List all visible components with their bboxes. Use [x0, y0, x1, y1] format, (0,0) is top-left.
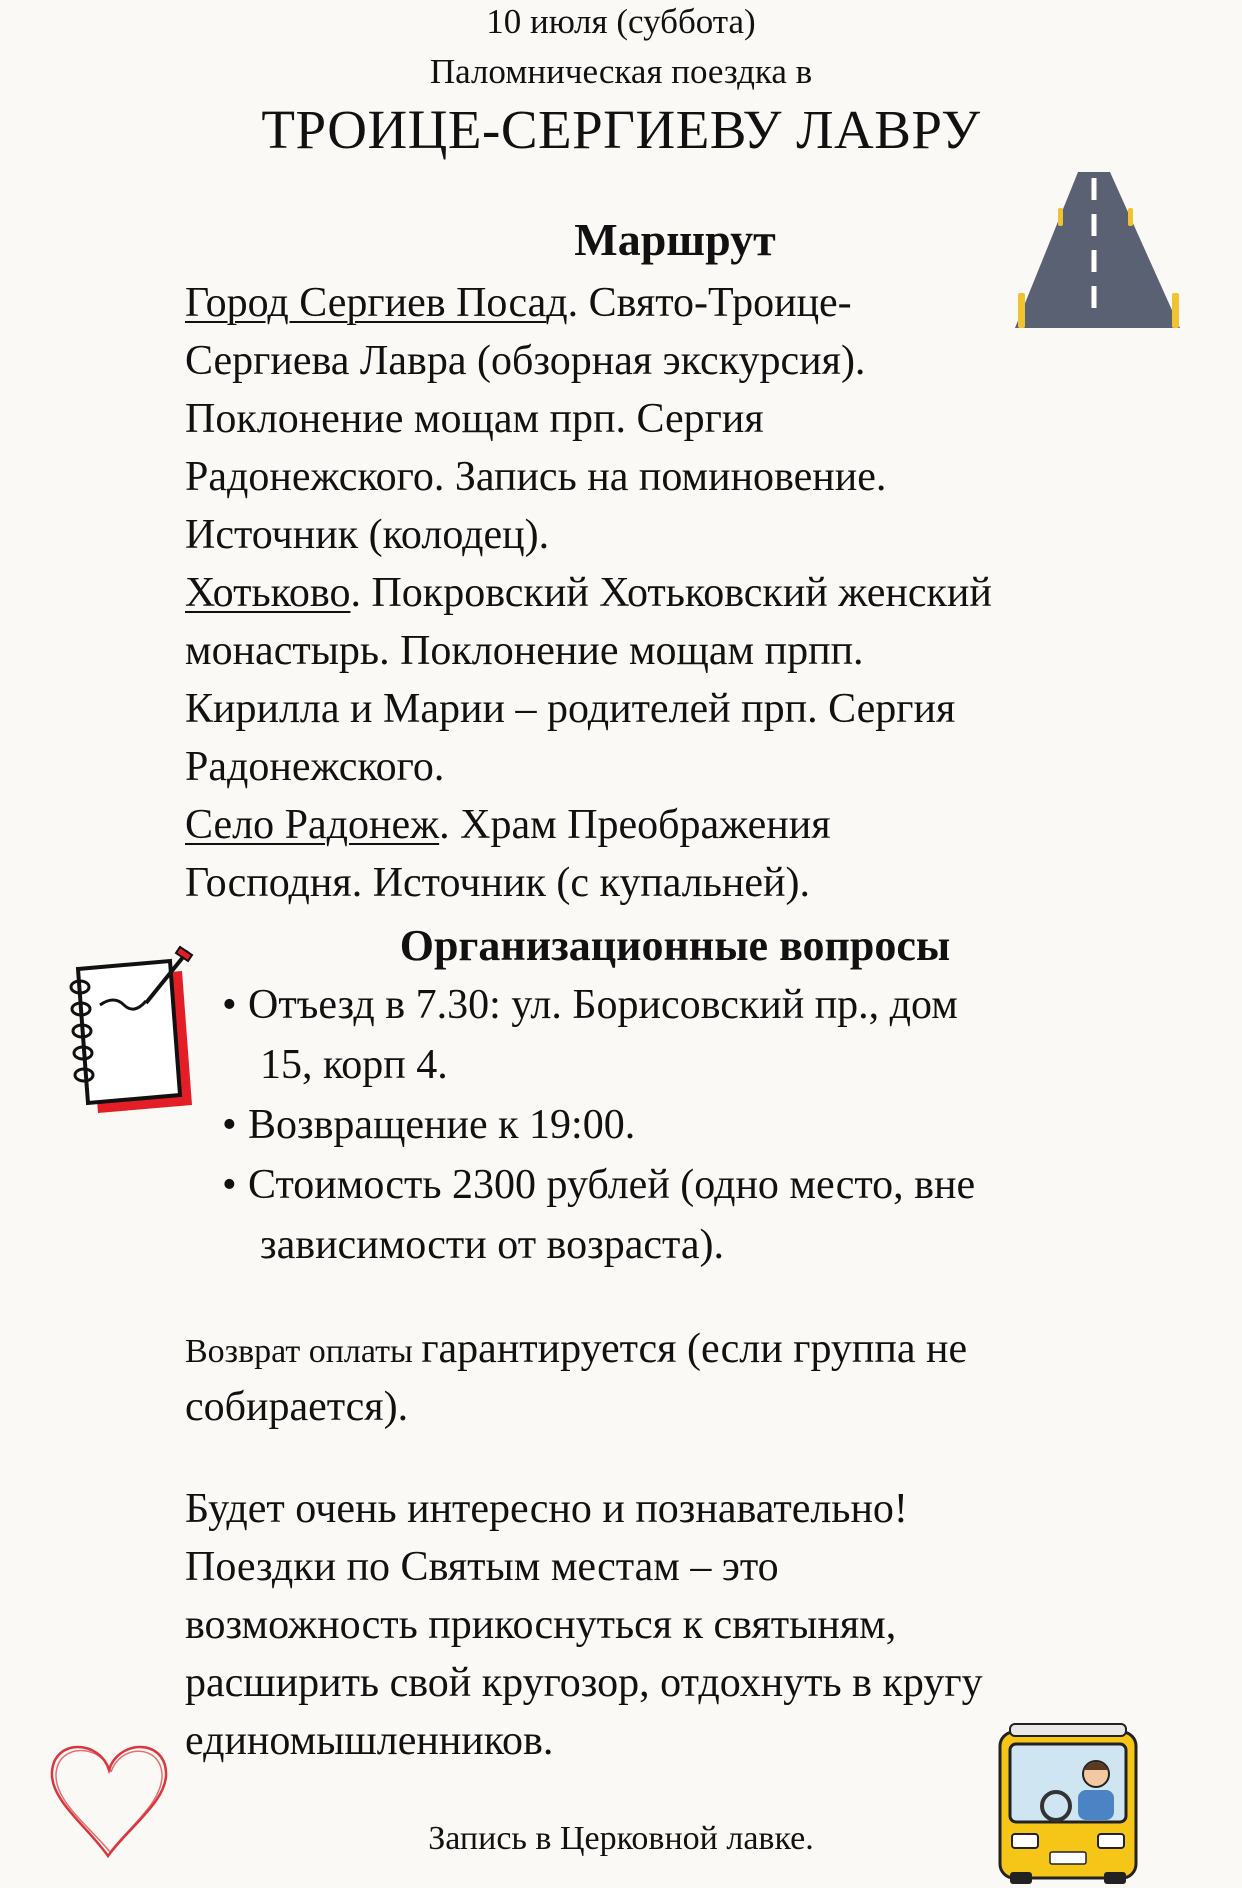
route-line: Кирилла и Марии – родителей прп. Сергия: [185, 686, 956, 732]
page-title: ТРОИЦЕ-СЕРГИЕВУ ЛАВРУ: [261, 99, 981, 160]
route-line: монастырь. Поклонение мощам прпп.: [185, 628, 864, 674]
refund-small-text: Возврат оплаты: [185, 1333, 422, 1370]
notebook-pencil-icon: [62, 945, 197, 1115]
route-description: [185, 274, 992, 912]
refund-note: [185, 1320, 967, 1436]
refund-large-text: гарантируется (если группа не: [421, 1326, 968, 1372]
org-item-departure-cont: 15, корп 4.: [260, 1042, 448, 1088]
closing-line: Поездки по Святым местам – это: [185, 1544, 779, 1590]
route-line: Поклонение мощам прп. Сергия: [185, 396, 764, 442]
org-item-return: • Возвращение к 19:00.: [222, 1102, 636, 1148]
org-item-price-cont: зависимости от возраста).: [260, 1222, 724, 1268]
closing-text: [185, 1480, 983, 1770]
closing-line: возможность прикоснуться к святыням,: [185, 1602, 897, 1648]
event-date: 10 июля (суббота): [486, 2, 756, 41]
route-place-sergiev-posad: Город Сергиев Поса: [185, 280, 547, 326]
org-heading: Организационные вопросы: [399, 921, 951, 970]
org-item-departure: • Отъезд в 7.30: ул. Борисовский пр., дом: [222, 982, 958, 1028]
route-line: Село Радонеж. Храм Преображения: [185, 802, 831, 848]
org-item-price: • Стоимость 2300 рублей (одно место, вне: [222, 1162, 976, 1208]
closing-line: единомышленников.: [185, 1718, 554, 1764]
route-line: Хотьково. Покровский Хотьковский женский: [185, 570, 992, 616]
closing-line: Будет очень интересно и познавательно!: [185, 1486, 908, 1532]
route-heading: Маршрут: [574, 214, 776, 265]
signup-note: Запись в Церковной лавке.: [428, 1820, 814, 1857]
route-line: Источник (колодец).: [185, 512, 550, 558]
route-line: Радонежского.: [185, 744, 445, 790]
route-place-khotkovo: Хотьково: [185, 570, 351, 616]
refund-line: собирается).: [185, 1384, 409, 1430]
event-subtitle: Паломническая поездка в: [429, 52, 813, 91]
route-line: Господня. Источник (с купальней).: [185, 860, 810, 906]
closing-line: расширить свой кругозор, отдохнуть в кругу: [185, 1660, 983, 1706]
route-line: Город Сергиев Посад. Свято-Троице-: [185, 280, 852, 326]
route-line: Радонежского. Запись на поминовение.: [185, 454, 887, 500]
bus-driver-icon: [992, 1722, 1144, 1886]
route-place-radonezh: Село Радонеж: [185, 802, 440, 848]
org-list: [222, 975, 975, 1275]
route-line: Сергиева Лавра (обзорная экскурсия).: [185, 338, 866, 384]
